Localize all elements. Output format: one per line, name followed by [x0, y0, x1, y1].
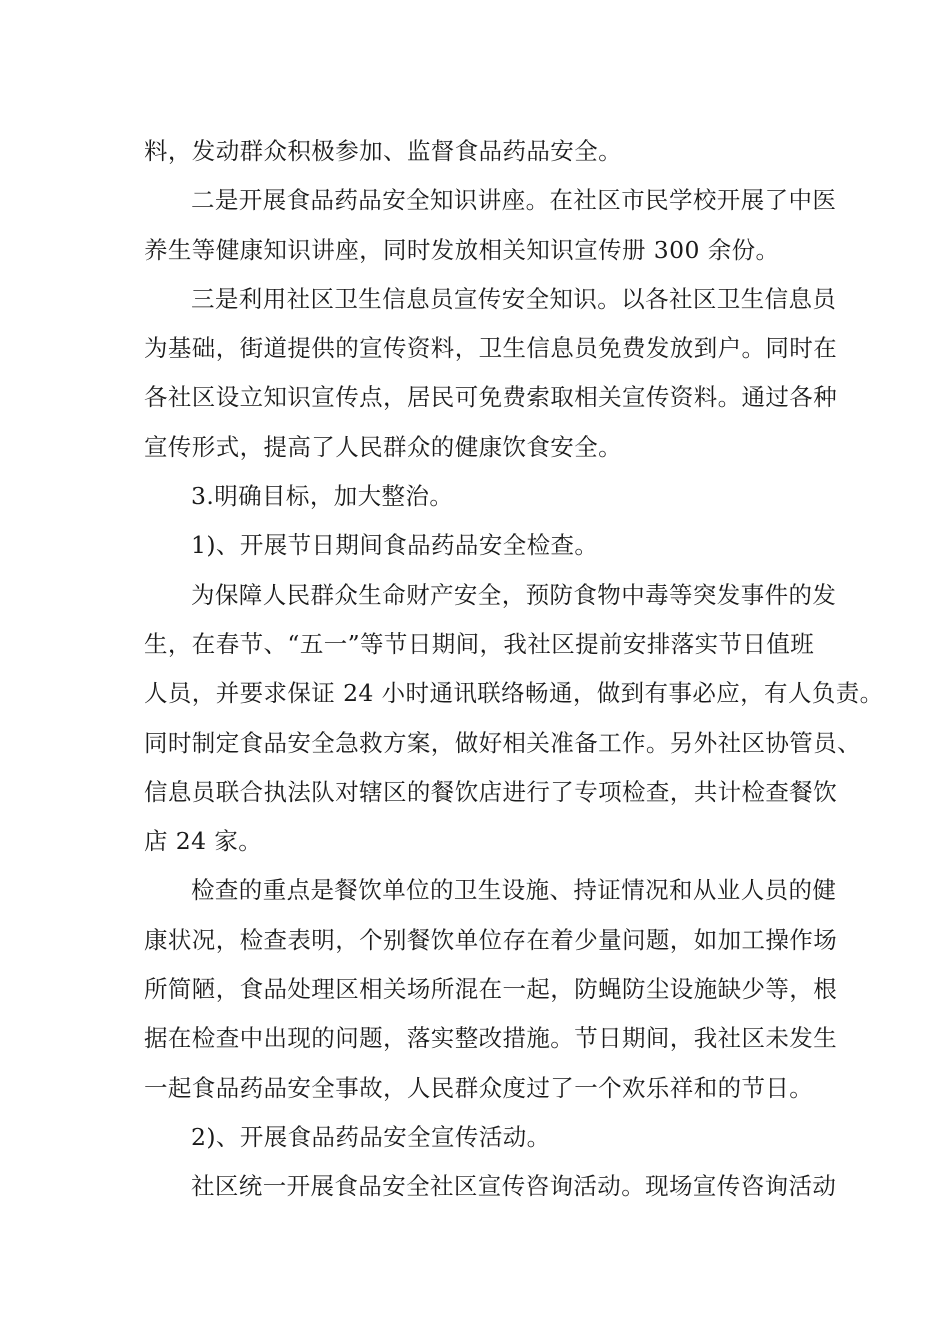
text-line: 养生等健康知识讲座，同时发放相关知识宣传册 300 余份。	[144, 235, 780, 264]
text-line: 2)、开展食品药品安全宣传活动。	[191, 1122, 551, 1151]
text-line: 检查的重点是餐饮单位的卫生设施、持证情况和从业人员的健	[191, 876, 837, 905]
text-line: 为基础，街道提供的宣传资料，卫生信息员免费发放到户。同时在	[144, 334, 838, 363]
text-line: 一起食品药品安全事故，人民群众度过了一个欢乐祥和的节日。	[144, 1073, 814, 1102]
text-line: 信息员联合执法队对辖区的餐饮店进行了专项检查，共计检查餐饮	[144, 777, 838, 806]
text-line: 料，发动群众积极参加、监督食品药品安全。	[144, 137, 622, 165]
text-line: 同时制定食品安全急救方案，做好相关准备工作。另外社区协管员、	[144, 728, 861, 757]
text-line: 康状况，检查表明，个别餐饮单位存在着少量问题，如加工操作场	[144, 925, 838, 954]
text-line: 二是开展食品药品安全知识讲座。在社区市民学校开展了中医	[191, 186, 837, 215]
text-line: 1)、开展节日期间食品药品安全检查。	[191, 531, 599, 560]
text-line: 店 24 家。	[144, 827, 263, 856]
text-line: 3.明确目标，加大整治。	[191, 482, 454, 511]
document-body	[144, 127, 884, 1212]
text-line: 各社区设立知识宣传点，居民可免费索取相关宣传资料。通过各种	[144, 383, 838, 412]
text-line: 为保障人民群众生命财产安全，预防食物中毒等突发事件的发	[191, 580, 837, 609]
text-line: 所简陋，食品处理区相关场所混在一起，防蝇防尘设施缺少等，根	[144, 975, 838, 1004]
text-line: 宣传形式，提高了人民群众的健康饮食安全。	[144, 432, 622, 461]
text-line: 社区统一开展食品安全社区宣传咨询活动。现场宣传咨询活动	[191, 1172, 837, 1201]
text-line: 人员，并要求保证 24 小时通讯联络畅通，做到有事必应，有人负责。	[144, 679, 884, 708]
text-line: 生，在春节、“五一”等节日期间，我社区提前安排落实节日值班	[144, 629, 815, 658]
text-line: 据在检查中出现的问题，落实整改措施。节日期间，我社区未发生	[144, 1024, 838, 1053]
text-line: 三是利用社区卫生信息员宣传安全知识。以各社区卫生信息员	[191, 284, 837, 313]
